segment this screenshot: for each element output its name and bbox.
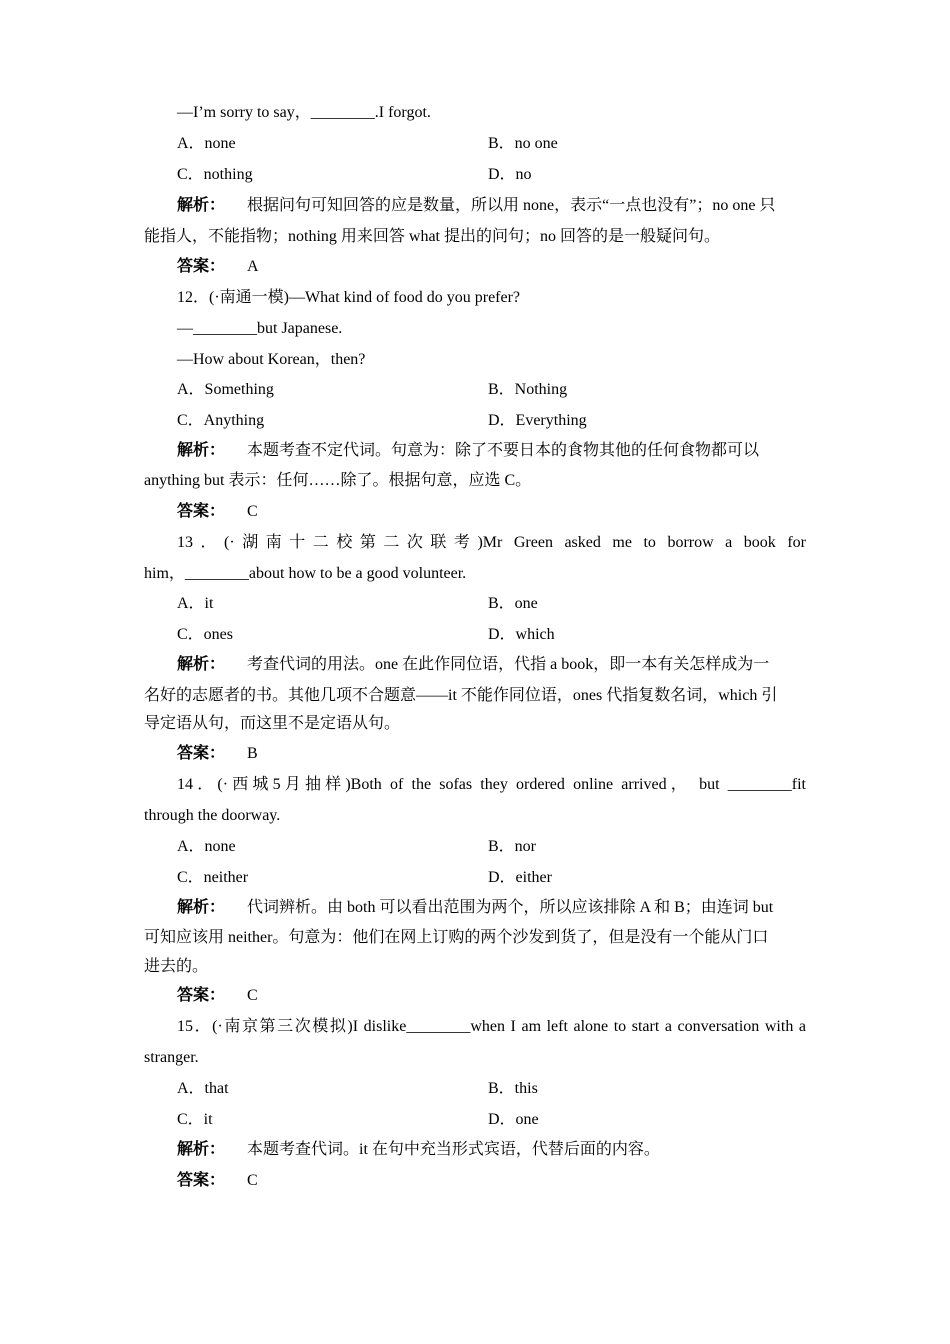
q12-answer-line [177, 502, 258, 522]
q11-analysis-label: 解析： [177, 197, 226, 214]
q14-stem-line-2: through the doorway. [144, 807, 281, 824]
q15-option-c: C．it [177, 1111, 213, 1128]
q13-answer-line [177, 744, 258, 764]
q14-option-d: D．either [488, 869, 552, 886]
q15-option-d: D．one [488, 1111, 539, 1128]
q11-option-b: B．no one [488, 135, 558, 152]
q13-analysis-label: 解析： [177, 656, 226, 673]
q13-option-b: B．one [488, 595, 538, 612]
q12-analysis-label: 解析： [177, 442, 226, 459]
q14-answer-value: C [247, 987, 258, 1004]
q11-option-a: A．none [177, 135, 236, 152]
q12-analysis-first-line [177, 441, 759, 461]
q13-option-a: A．it [177, 595, 214, 612]
q15-stem: 15．(·南京第三次模拟)I dislike________when I am left alone to start a conversation with a [177, 1018, 806, 1035]
q15-answer-line [177, 1171, 258, 1191]
q11-answer-line [177, 257, 259, 277]
q14-option-a: A．none [177, 838, 236, 855]
q14-analysis-text-1: 代词辨析。由 both 可以看出范围为两个，所以应该排除 A 和 B；由连词 but [247, 899, 774, 916]
q14-analysis-label: 解析： [177, 899, 226, 916]
q11-option-c: C．nothing [177, 166, 253, 183]
q14-answer-label: 答案： [177, 987, 226, 1004]
q13-analysis-text-1: 考查代词的用法。one 在此作同位语，代指 a book，即一本有关怎样成为一 [247, 656, 770, 673]
q13-answer-value: B [247, 745, 258, 762]
q12-dialogue-line-3: —How about Korean，then? [177, 351, 366, 368]
q12-option-b: B．Nothing [488, 381, 568, 398]
q13-analysis-first-line [177, 655, 769, 675]
q13-option-d: D．which [488, 626, 555, 643]
q14-answer-line [177, 986, 258, 1006]
q11-answer-label: 答案： [177, 258, 226, 275]
q12-analysis-text-2: anything but 表示：任何……除了。根据句意，应选 C。 [144, 472, 532, 489]
q11-answer-value: A [247, 258, 259, 275]
q15-option-b: B．this [488, 1080, 538, 1097]
q12-option-a: A．Something [177, 381, 274, 398]
q14-analysis-text-3: 进去的。 [144, 958, 209, 975]
q15-analysis-first-line [177, 1140, 660, 1160]
q13-stem-line-2: him，________about how to be a good volunteer. [144, 565, 467, 582]
q15-answer-value: C [247, 1172, 258, 1189]
q14-analysis-text-2: 可知应该用 neither。句意为：他们在网上订购的两个沙发到货了，但是没有一个能从门口 [144, 929, 769, 946]
q15-analysis-label: 解析： [177, 1141, 226, 1158]
q12-dialogue-line-2: —________but Japanese. [177, 320, 343, 337]
q12-stem: 12．(·南通一模)—What kind of food do you prefer? [177, 289, 521, 306]
q11-analysis-first-line [177, 196, 775, 216]
q11-response: —I’m sorry to say，________.I forgot. [177, 104, 431, 121]
q12-option-c: C．Anything [177, 412, 265, 429]
q14-option-b: B．nor [488, 838, 537, 855]
q13-analysis-text-2: 名好的志愿者的书。其他几项不合题意——it 不能作同位语，ones 代指复数名词，which 引 [144, 687, 778, 704]
q15-stem-line-2: stranger. [144, 1049, 199, 1066]
q15-answer-label: 答案： [177, 1172, 226, 1189]
q12-option-d: D．Everything [488, 412, 587, 429]
q12-answer-value: C [247, 503, 258, 520]
q12-answer-label: 答案： [177, 503, 226, 520]
q12-analysis-text-1: 本题考查不定代词。句意为：除了不要日本的食物其他的任何食物都可以 [247, 442, 760, 459]
q13-stem: 13．(·湖南十二校第二次联考)Mr Green asked me to borrow a book for [177, 534, 806, 551]
q13-answer-label: 答案： [177, 745, 226, 762]
q11-option-d: D．no [488, 166, 532, 183]
q14-option-c: C．neither [177, 869, 249, 886]
q13-option-c: C．ones [177, 626, 234, 643]
q15-option-a: A．that [177, 1080, 229, 1097]
q15-analysis-text-1: 本题考查代词。it 在句中充当形式宾语，代替后面的内容。 [247, 1141, 660, 1158]
q13-analysis-text-3: 导定语从句，而这里不是定语从句。 [144, 715, 401, 732]
q14-analysis-first-line [177, 898, 773, 918]
q14-stem: 14．(·西城5月抽样)Both of the sofas they ordered online arrived， but ________fit [177, 776, 806, 793]
q11-analysis-text-1: 根据问句可知回答的应是数量，所以用 none，表示“一点也没有”；no one 只 [247, 197, 776, 214]
q11-analysis-text-2: 能指人，不能指物；nothing 用来回答 what 提出的问句；no 回答的是一般疑问句。 [144, 228, 720, 245]
